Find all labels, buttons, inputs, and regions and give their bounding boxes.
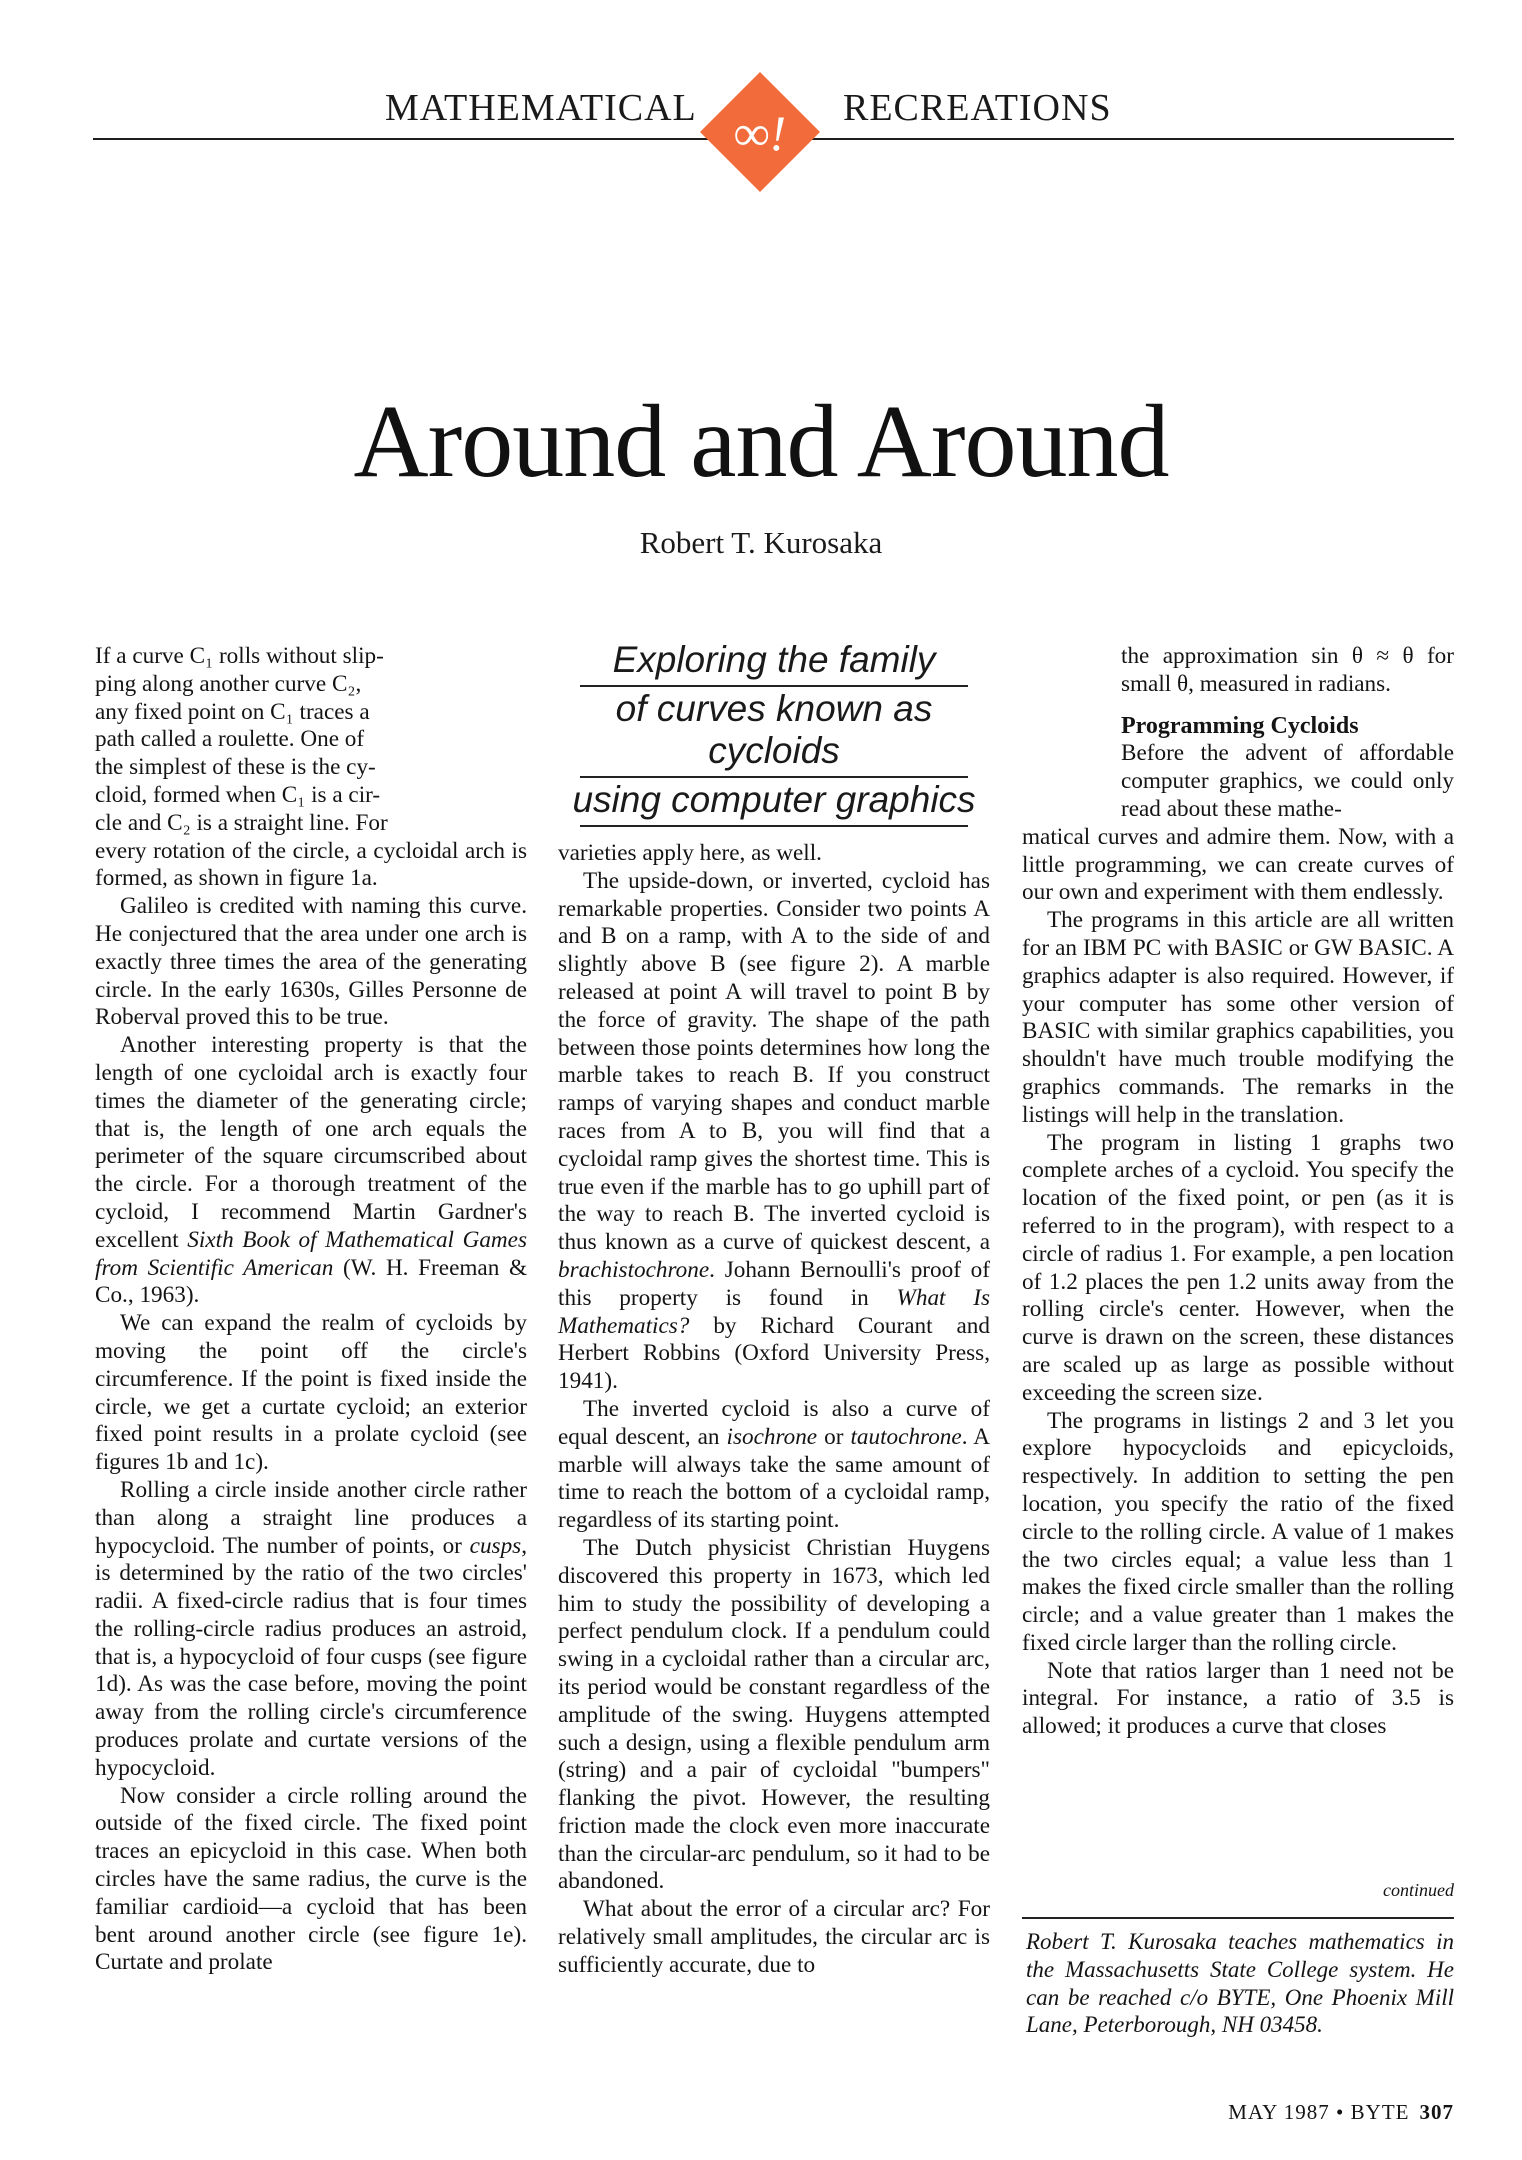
continued-label: continued — [1383, 1880, 1454, 1900]
text-column-1 — [95, 643, 527, 1977]
text-run: . A marble will always take the same amount of time to reach the bottom of a cycloidal ramp, regardless of its starting point. — [558, 1423, 990, 1534]
header-rule-left — [93, 138, 713, 140]
paragraph — [558, 868, 990, 1396]
text-run: by Richard Courant and Herbert Robbins (Oxford University Press, 1941). — [558, 1312, 990, 1395]
text-run: Another interesting property is that the length of one cycloidal arch is exactly four times the diameter of the generating circle; that is, the length of one arch equals the perimeter of the square circumscribed about the circle. For a thorough treatment of the cycloid, I recommend Martin Gardner's excellent — [95, 1032, 527, 1253]
text-line: cle and C₂ is a straight line. For — [95, 809, 388, 836]
author-bio: Robert T. Kurosaka teaches mathematics in the Massachusetts State College system. He can be reached c/o BYTE, One Phoenix Mill Lane, Peterborough, NH 03458. — [1026, 1929, 1454, 2038]
text-run: The inverted cycloid is also a curve of equal descent, an — [558, 1395, 990, 1450]
paragraph: Galileo is credited with naming this curve. He conjectured that the area under one arch is exactly three times the area of the generating circle. In the early 1630s, Gilles Personne de Roberval proved this to be true. — [95, 893, 527, 1031]
paragraph: We can expand the realm of cycloids by moving the point off the circle's circumference. If the point is fixed inside the circle, we get a curtate cycloid; an exterior fixed point results in a prolate cycloid (see figures 1b and 1c). — [95, 1310, 527, 1476]
section-label-right: RECREATIONS — [843, 87, 1112, 129]
paragraph: Now consider a circle rolling around the outside of the fixed circle. The fixed point traces an epicycloid in this case. When both circles have the same radius, the curve is the familiar cardioid—a cycloid that has been bent around another circle (see figure 1e). Curtate and prolate — [95, 1782, 527, 1976]
text-line: If a curve C₁ rolls without slip- — [95, 643, 384, 669]
paragraph — [558, 1396, 990, 1535]
pull-quote-line: of curves known as cycloids — [615, 688, 933, 771]
page-number: 307 — [1419, 2100, 1454, 2124]
text-run: , is determined by the ratio of the two circles' radii. A fixed-circle radius that is four times the rolling-circle radius produces an astroid, that is, a hypocycloid of four cusps (see figure 1d). As was the case before, moving the point away from the rolling circle's circumference produces prolate and curtate versions of the hypocycloid. — [95, 1532, 527, 1781]
issue-label: MAY 1987 • BYTE — [1228, 2100, 1410, 2124]
term: brachistochrone — [558, 1256, 710, 1283]
paragraph: Before the advent of affordable computer graphics, we could only read about these mathe- — [1121, 740, 1454, 822]
text-line: ping along another curve C₂, — [95, 670, 362, 697]
text-column-2 — [558, 840, 990, 1980]
paragraph — [95, 643, 527, 893]
paragraph: Note that ratios larger than 1 need not be integral. For instance, a ratio of 3.5 is allowed; it produces a curve that closes — [1022, 1657, 1454, 1740]
paragraph: The programs in listings 2 and 3 let you explore hypocycloids and epicycloids, respectively. In addition to setting the pen location, you specify the ratio of the fixed circle to the rolling circle. A value of 1 makes the two circles equal; a value less than 1 makes the fixed circle smaller than the rolling circle; and a value greater than 1 makes the fixed circle larger than the rolling circle. — [1022, 1407, 1454, 1656]
book-title: Sixth Book of Mathematical Games from Scientific American — [95, 1226, 527, 1281]
text-run: Rolling a circle inside another circle rather than along a straight line produces a hypocycloid. The number of points, or — [95, 1476, 527, 1559]
bio-rule — [1022, 1917, 1454, 1919]
text-run: every rotation of the circle, a cycloidal arch is formed, as shown in figure 1a. — [95, 837, 527, 892]
header-rule-right — [808, 138, 1454, 140]
infinity-exclamation-logo — [698, 70, 822, 194]
paragraph: The program in listing 1 graphs two complete arches of a cycloid. You specify the location of the fixed point, or pen (as it is referred to in the program), with respect to a circle of radius 1. For example, a pen location of 1.2 places the pen 1.2 units away from the rolling circle's center. However, when the curve is drawn on the screen, these distances are scaled up as large as possible without exceeding the screen size. — [1022, 1129, 1454, 1406]
pull-quote — [558, 638, 990, 827]
section-label-left: MATHEMATICAL — [385, 87, 697, 129]
paragraph: The programs in this article are all written for an IBM PC with BASIC or GW BASIC. A graphics adapter is also required. However, if your computer has some other version of BASIC with similar graphics capabilities, you shouldn't have much trouble modifying the graphics commands. The remarks in the listings will help in the translation. — [1022, 907, 1454, 1128]
term: isochrone — [726, 1423, 818, 1450]
logo-glyph: ∞! — [733, 105, 787, 161]
text-line: any fixed point on C₁ traces a — [95, 698, 370, 725]
pull-quote-line: using computer graphics — [572, 779, 976, 820]
term: cusps — [469, 1532, 522, 1559]
section-heading: Programming Cycloids — [1121, 712, 1359, 739]
article-title: Around and Around — [353, 384, 1169, 499]
paragraph: What about the error of a circular arc? For relatively small amplitudes, the circular arc is sufficiently accurate, due to — [558, 1896, 990, 1978]
pull-quote-rule — [580, 825, 968, 827]
text-run: (W. H. Freeman & Co., 1963). — [95, 1254, 527, 1309]
author-byline: Robert T. Kurosaka — [639, 525, 883, 560]
text-run: The upside-down, or inverted, cycloid has remarkable properties. Consider two points A and B on a ramp, with A to the side of and slightly above B (see figure 2). A marble released at point A will travel to point B by the force of gravity. The shape of the path between those points determines how long the marble takes to reach B. If you construct ramps of varying shapes and conduct marble races from A to B, you will find that a cycloidal ramp gives the shortest time. This is true even if the marble has to go uphill part of the way to reach B. The inverted cycloid is thus known as a curve of quickest descent, a — [558, 867, 990, 1256]
text-line: cloid, formed when C₁ is a cir- — [95, 781, 381, 808]
paragraph — [95, 1477, 527, 1783]
text-run: . Johann Bernoulli's proof of this property is found in — [558, 1256, 990, 1311]
wrapped-lines — [95, 643, 430, 838]
paragraph: matical curves and admire them. Now, with a little programming, we can create curves of our own and experiment with them endlessly. — [1022, 823, 1454, 906]
paragraph: The Dutch physicist Christian Huygens discovered this property in 1673, which led him to study the possibility of developing a perfect pendulum clock. If a pendulum could swing in a cycloidal rather than a circular arc, its period would be constant regardless of the amplitude of the swing. Huygens attempted such a design, using a flexible pendulum arm (string) and a pair of cycloidal "bumpers" flanking the pivot. However, the resulting friction made the clock even more inaccurate than the circular-arc pendulum, so it had to be abandoned. — [558, 1534, 990, 1895]
text-line: path called a roulette. One of — [95, 726, 365, 753]
text-line: the simplest of these is the cy- — [95, 754, 376, 781]
page-footer — [1060, 2100, 1454, 2125]
book-title: What Is Mathematics? — [558, 1284, 990, 1339]
paragraph: the approximation sin θ ≈ θ for small θ, measured in radians. — [1121, 643, 1454, 697]
pull-quote-line: Exploring the family — [612, 639, 936, 680]
term: tautochrone — [850, 1423, 962, 1450]
paragraph: varieties apply here, as well. — [558, 840, 822, 866]
paragraph — [95, 1032, 527, 1310]
text-run: or — [817, 1423, 851, 1450]
text-column-3 — [1022, 643, 1454, 1741]
